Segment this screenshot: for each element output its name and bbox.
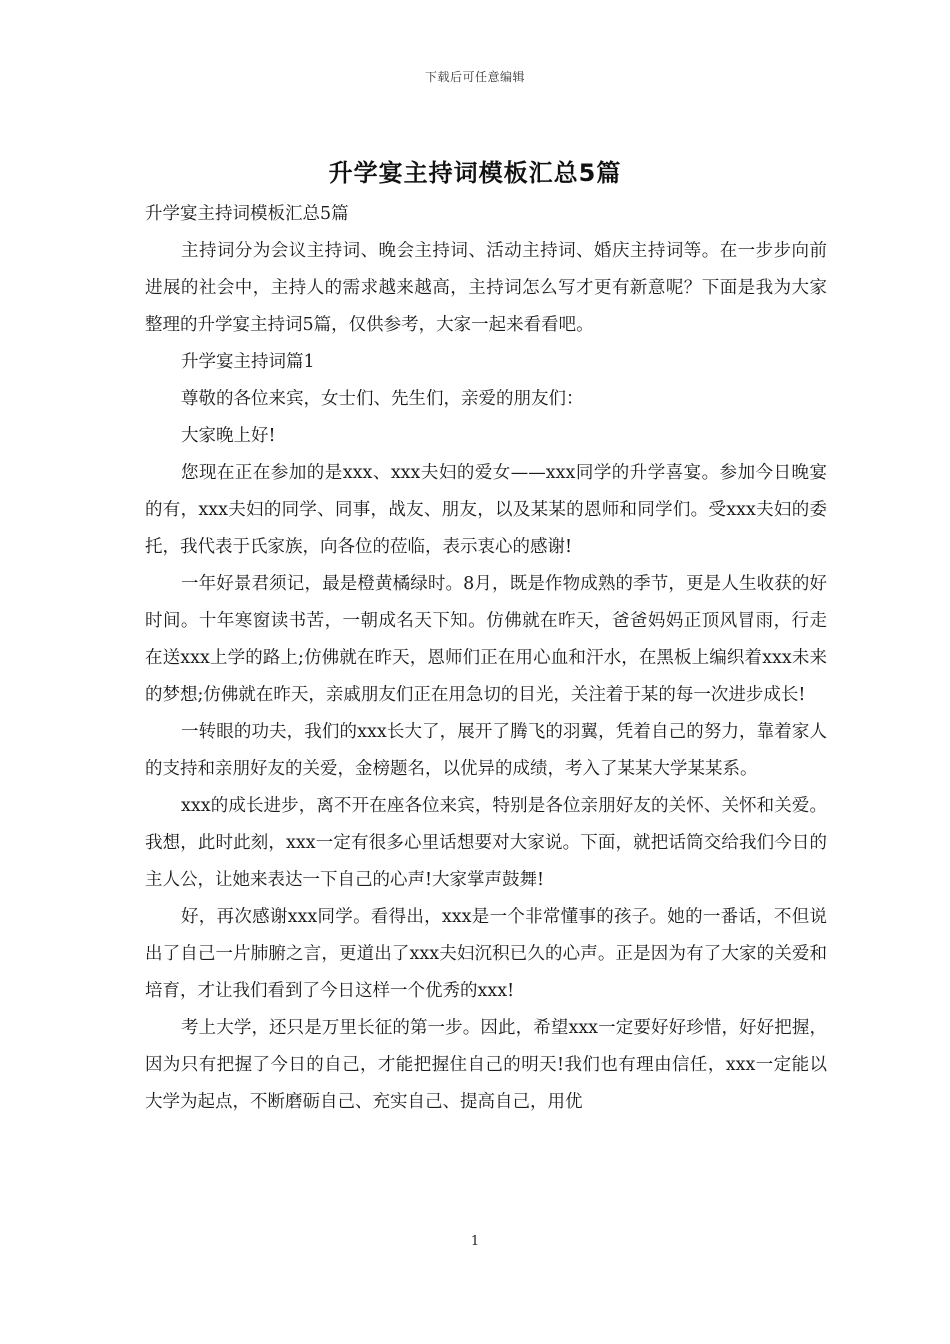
page-header-caption: 下载后可任意编辑 (424, 70, 525, 84)
greeting-paragraph: 尊敬的各位来宾，女士们、先生们，亲爱的朋友们： (181, 389, 584, 409)
section-heading: 升学宴主持词篇1 (181, 352, 315, 372)
body-paragraph: 考上大学，还只是万里长征的第一步。因此，希望xxx一定要好好珍惜，好好把握，因为只有把握了今日的自己，才能把握住自己的明天!我们也有理由信任，xxx一定能以大学为起点，不断磨砺自己、充实自己、提高自己，用优 (145, 1018, 827, 1112)
body-paragraph: 好，再次感谢xxx同学。看得出，xxx是一个非常懂事的孩子。她的一番话，不但说出了自己一片肺腑之言，更道出了xxx夫妇沉积已久的心声。正是因为有了大家的关爱和培育，才让我们看到了今日这样一个优秀的xxx! (145, 907, 827, 1001)
body-paragraph: 一转眼的功夫，我们的xxx长大了，展开了腾飞的羽翼，凭着自己的努力，靠着家人的支持和亲朋好友的关爱，金榜题名，以优异的成绩，考入了某某大学某某系。 (145, 722, 827, 779)
intro-paragraph: 主持词分为会议主持词、晚会主持词、活动主持词、婚庆主持词等。在一步步向前进展的社会中，主持人的需求越来越高，主持词怎么写才更有新意呢？下面是我为大家整理的升学宴主持词5篇，仅供参考，大家一起来看看吧。 (145, 241, 827, 335)
greeting-paragraph: 大家晚上好! (181, 426, 276, 446)
body-paragraph: 您现在正在参加的是xxx、xxx夫妇的爱女——xxx同学的升学喜宴。参加今日晚宴的有，xxx夫妇的同学、同事，战友、朋友，以及某某的恩师和同学们。受xxx夫妇的委托，我代表于氏家族，向各位的莅临，表示衷心的感谢! (145, 463, 827, 557)
document-body (145, 196, 827, 1121)
body-paragraph: 一年好景君须记，最是橙黄橘绿时。8月，既是作物成熟的季节，更是人生收获的好时间。十年寒窗读书苦，一朝成名天下知。仿佛就在昨天，爸爸妈妈正顶风冒雨，行走在送xxx上学的路上;仿佛就在昨天，恩师们正在用心血和汗水，在黑板上编织着xxx未来的梦想;仿佛就在昨天，亲戚朋友们正在用急切的目光，关注着于某的每一次进步成长! (145, 574, 827, 705)
body-paragraph: xxx的成长进步，离不开在座各位来宾，特别是各位亲朋好友的关怀、关怀和关爱。我想，此时此刻，xxx一定有很多心里话想要对大家说。下面，就把话筒交给我们今日的主人公，让她来表达一下自己的心声!大家掌声鼓舞! (145, 796, 827, 890)
page-number: 1 (470, 1234, 480, 1249)
subtitle-paragraph: 升学宴主持词模板汇总5篇 (145, 204, 349, 224)
document-title: 升学宴主持词模板汇总5篇 (328, 159, 622, 187)
